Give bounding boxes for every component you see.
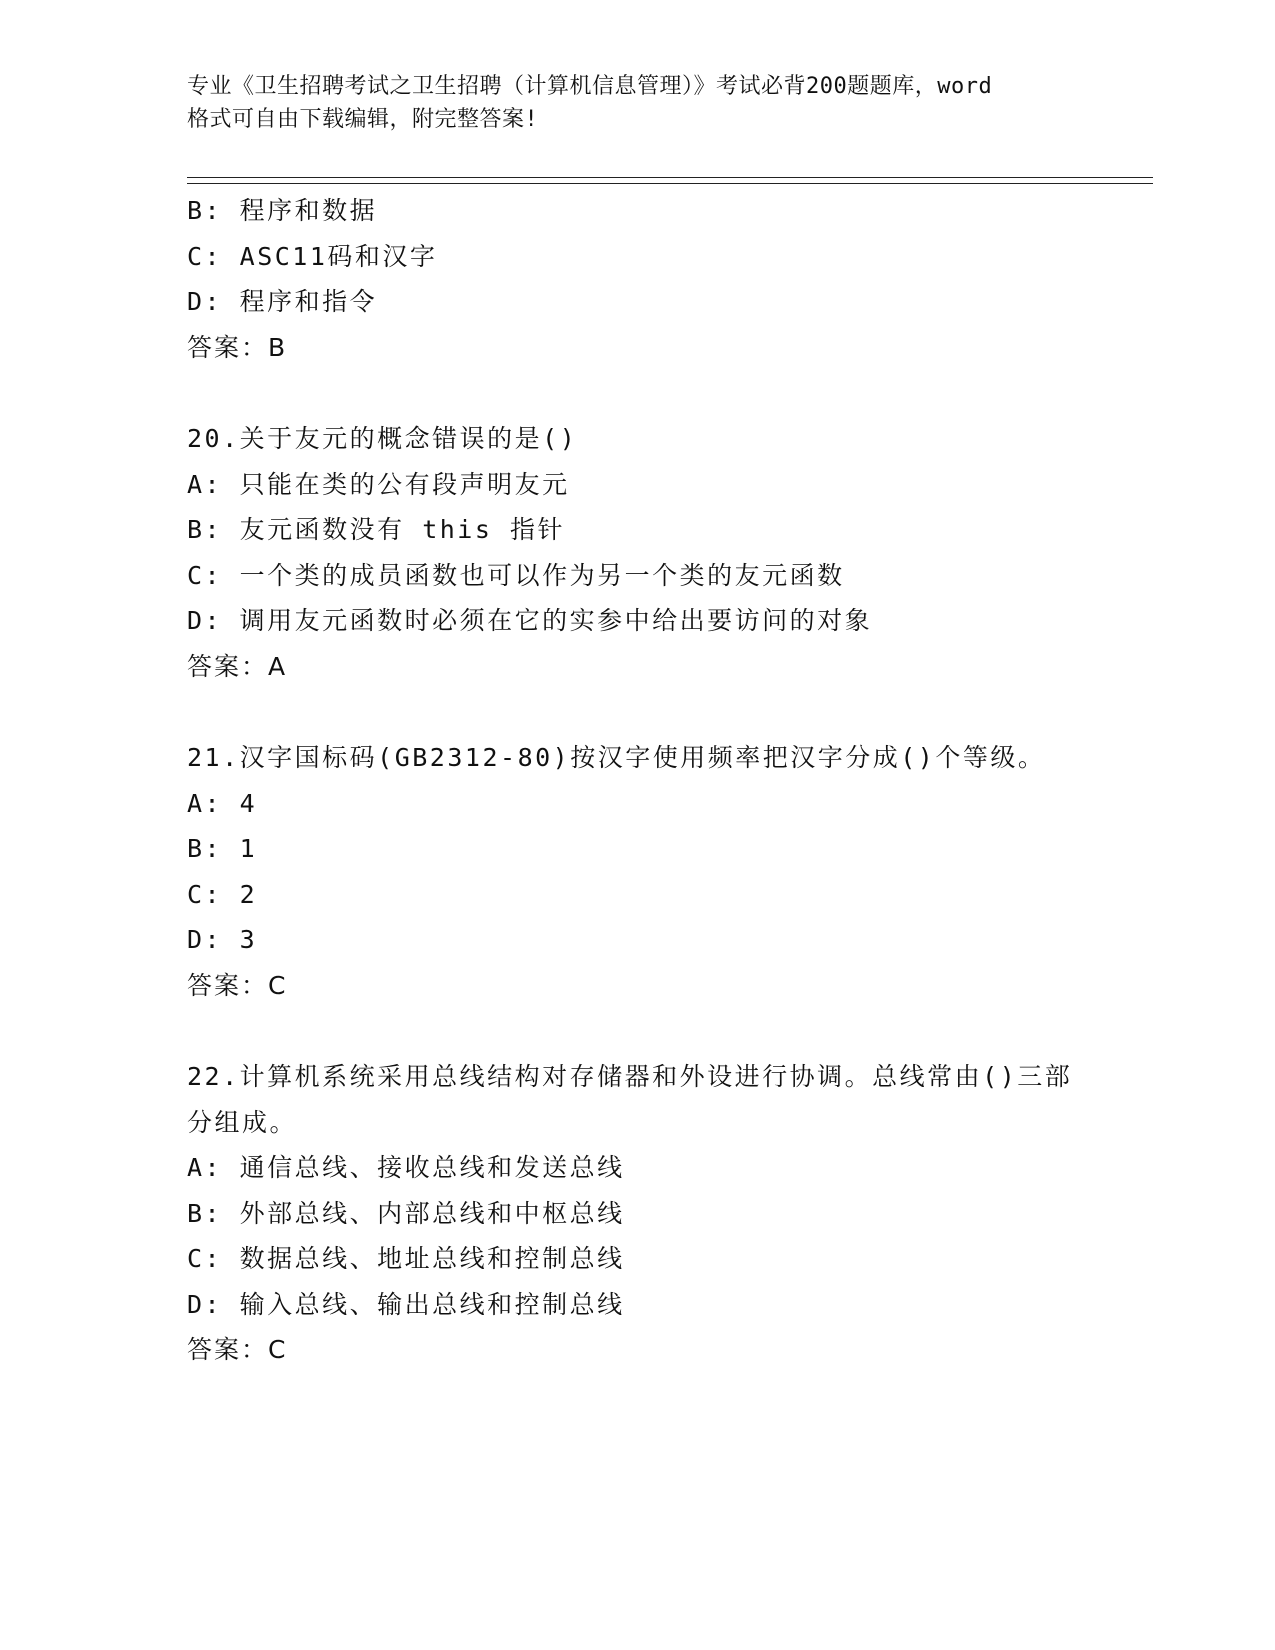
option-c: C: 数据总线、地址总线和控制总线: [187, 1244, 625, 1273]
question-stem: 21.汉字国标码(GB2312-80)按汉字使用频率把汉字分成()个等级。: [187, 743, 1046, 772]
answer: 答案：A: [187, 651, 288, 681]
question-stem: 20.关于友元的概念错误的是(): [187, 424, 578, 453]
header-line-1: 专业《卫生招聘考试之卫生招聘（计算机信息管理）》考试必背200题题库，word: [187, 74, 993, 99]
option-b: B: 友元函数没有 this 指针: [187, 515, 565, 544]
answer: 答案：C: [187, 970, 288, 1000]
option-a: A: 4: [187, 788, 258, 818]
question-stem: 22.计算机系统采用总线结构对存储器和外设进行协调。总线常由()三部分组成。: [187, 1062, 1073, 1137]
option-d: D: 输入总线、输出总线和控制总线: [187, 1289, 625, 1319]
document-header: [187, 70, 1087, 136]
option-d: D: 3: [187, 925, 258, 954]
header-line-2: 格式可自由下载编辑，附完整答案!: [187, 107, 539, 132]
option-d: D: 程序和指令: [187, 287, 378, 316]
header-divider-bottom: [187, 183, 1153, 184]
question-content: [187, 188, 1087, 1373]
question-20: [187, 416, 1087, 689]
answer: 答案：C: [187, 1335, 288, 1364]
option-a: A: 通信总线、接收总线和发送总线: [187, 1153, 625, 1182]
option-c: C: 一个类的成员函数也可以作为另一个类的友元函数: [187, 560, 845, 590]
option-a: A: 只能在类的公有段声明友元: [187, 469, 570, 499]
option-c: C: ASC11码和汉字: [187, 241, 438, 271]
question-21: [187, 735, 1087, 1008]
option-b: B: 外部总线、内部总线和中枢总线: [187, 1198, 625, 1228]
question-19-tail: [187, 188, 1087, 370]
answer: 答案：B: [187, 332, 288, 362]
option-c: C: 2: [187, 879, 258, 909]
header-divider-top: [187, 177, 1153, 178]
option-d: D: 调用友元函数时必须在它的实参中给出要访问的对象: [187, 606, 873, 635]
question-22: [187, 1054, 1087, 1373]
option-b: B: 1: [187, 834, 258, 863]
option-b: B: 程序和数据: [187, 196, 378, 225]
